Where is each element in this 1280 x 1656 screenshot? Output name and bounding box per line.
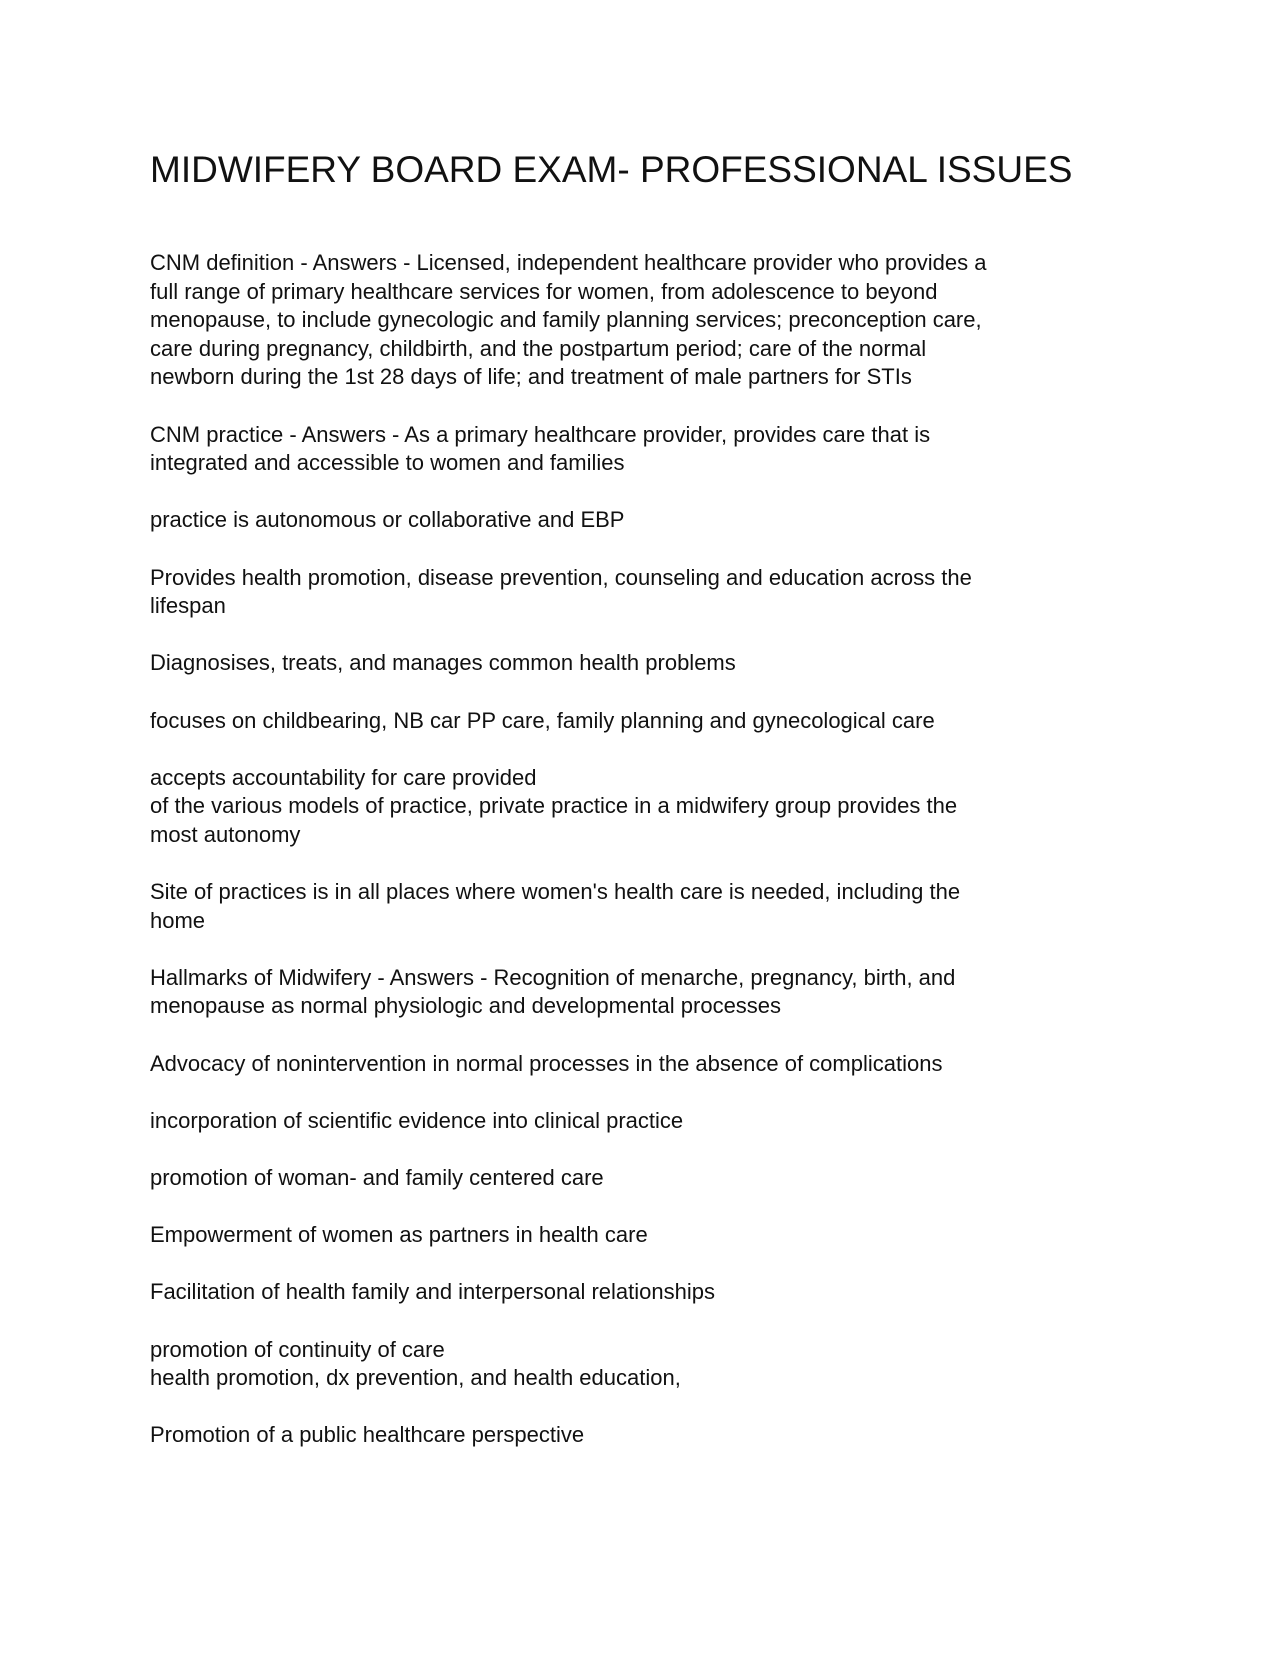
paragraph-relationships: Facilitation of health family and interpersonal relationships	[150, 1279, 715, 1305]
document-body	[150, 249, 1110, 1479]
paragraph-hallmarks: Hallmarks of Midwifery - Answers - Recognition of menarche, pregnancy, birth, and menopause as normal physiologic and developmental processes	[150, 964, 956, 1019]
paragraph-empowerment: Empowerment of women as partners in health care	[150, 1222, 648, 1248]
paragraph-cnm-practice: CNM practice - Answers - As a primary healthcare provider, provides care that is integrated and accessible to women and families	[150, 421, 931, 476]
document-page	[150, 0, 1110, 1656]
paragraph-cnm-definition: CNM definition - Answers - Licensed, independent healthcare provider who provides a full range of primary healthcare services for women, from adolescence to beyond menopause, to include gynecologic and family planning services; preconception care, care during pregnancy, childbirth, and the postpartum period; care of the normal newborn during the 1st 28 days of life; and treatment of male partners for STIs	[150, 250, 987, 390]
paragraph-autonomous-practice: practice is autonomous or collaborative and EBP	[150, 507, 625, 533]
paragraph-public-healthcare: Promotion of a public healthcare perspective	[150, 1422, 585, 1448]
paragraph-accountability: accepts accountability for care provided of the various models of practice, private practice in a midwifery group provides the most autonomy	[150, 764, 958, 847]
paragraph-continuity-of-care: promotion of continuity of care health promotion, dx prevention, and health education,	[150, 1336, 681, 1391]
paragraph-health-promotion: Provides health promotion, disease prevention, counseling and education across the lifespan	[150, 564, 972, 619]
paragraph-family-centered-care: promotion of woman- and family centered care	[150, 1165, 604, 1190]
paragraph-childbearing-focus: focuses on childbearing, NB car PP care, family planning and gynecological care	[150, 707, 935, 733]
paragraph-site-of-practice: Site of practices is in all places where women's health care is needed, including the home	[150, 879, 961, 933]
paragraph-nonintervention: Advocacy of nonintervention in normal processes in the absence of complications	[150, 1050, 943, 1076]
paragraph-scientific-evidence: incorporation of scientific evidence into clinical practice	[150, 1107, 684, 1133]
paragraph-diagnoses: Diagnosises, treats, and manages common health problems	[150, 650, 736, 676]
document-title: MIDWIFERY BOARD EXAM- PROFESSIONAL ISSUES	[150, 149, 1073, 190]
